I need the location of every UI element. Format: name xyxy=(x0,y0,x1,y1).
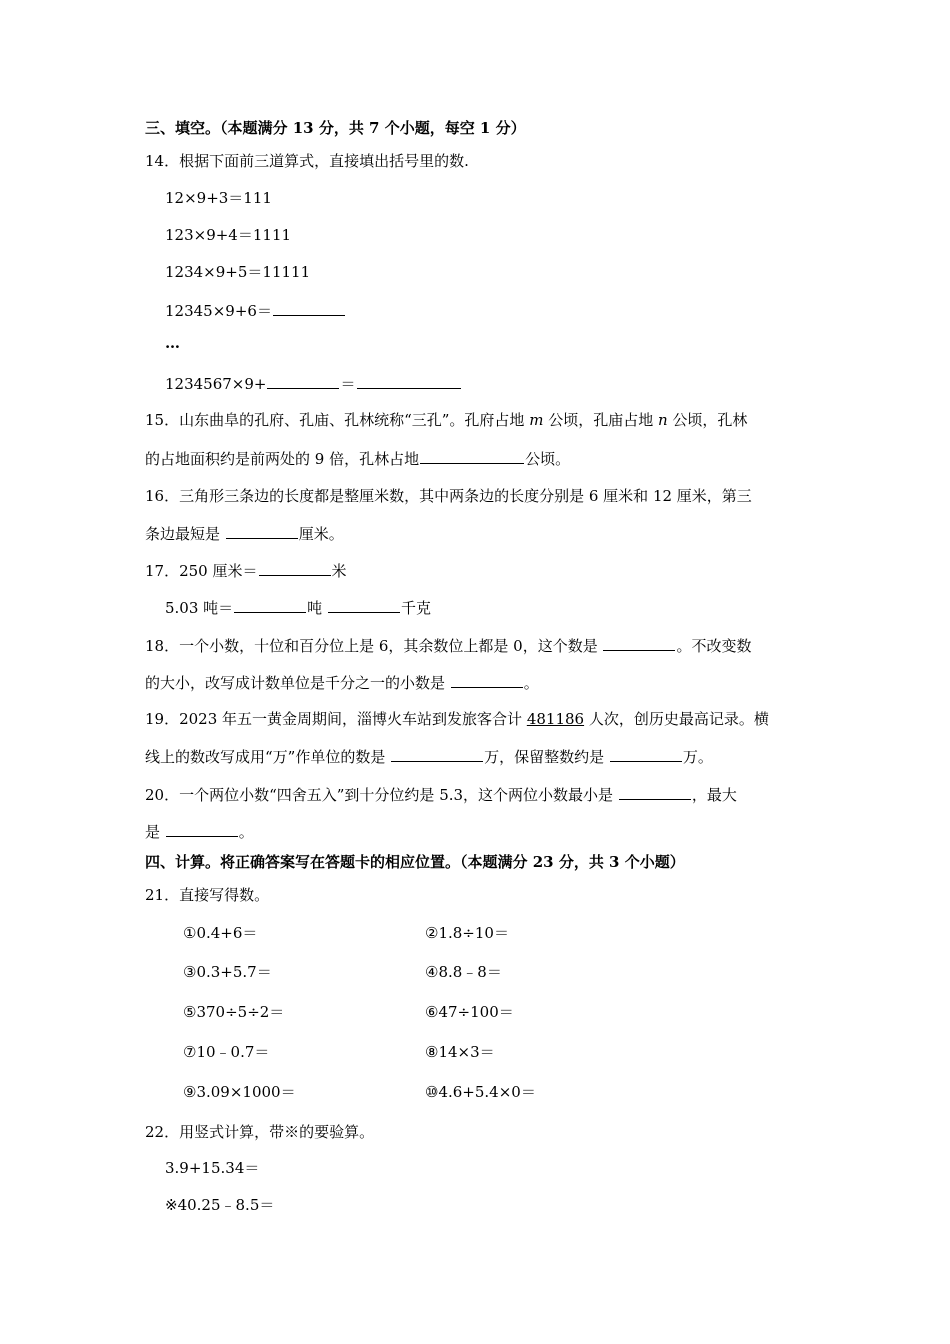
q18-answer-blank-1[interactable] xyxy=(603,635,675,651)
q15-text-a: 15．山东曲阜的孔府、孔庙、孔林统称“三孔”。孔府占地 xyxy=(145,411,530,429)
q18-line-1 xyxy=(145,635,752,656)
q14-answer-blank-3[interactable] xyxy=(357,373,461,389)
q19-line-1 xyxy=(145,709,769,729)
q19-text-e: 万。 xyxy=(682,748,713,766)
q22-item-2: ※40.25﹣8.5＝ xyxy=(165,1196,275,1214)
q14-equation-1: 12×9+3＝111 xyxy=(165,189,272,207)
q17-line-2 xyxy=(165,597,431,618)
q21-item-4: ④8.8﹣8＝ xyxy=(425,963,502,981)
q14-equation-5 xyxy=(165,373,462,394)
q16-line-2 xyxy=(145,523,344,544)
q14-ellipsis: … xyxy=(165,334,180,352)
q15-text-e: 公顷。 xyxy=(525,450,571,468)
q15-line-2 xyxy=(145,448,570,469)
q18-text-c: 的大小，改写成计数单位是千分之一的小数是 xyxy=(145,674,450,692)
q20-text-c: 是 xyxy=(145,823,165,841)
q14-equation-5-equals: ＝ xyxy=(340,375,356,393)
q18-text-a: 18．一个小数，十位和百分位上是 6，其余数位上都是 0，这个数是 xyxy=(145,637,603,655)
q19-text-c: 线上的数改写成用“万”作单位的数是 xyxy=(145,748,391,766)
q21-item-7: ⑦10﹣0.7＝ xyxy=(183,1043,270,1061)
q21-item-6: ⑥47÷100＝ xyxy=(425,1003,514,1021)
q21-item-8: ⑧14×3＝ xyxy=(425,1043,495,1061)
q18-line-2 xyxy=(145,672,539,693)
q19-text-d: 万，保留整数约是 xyxy=(484,748,609,766)
q16-text-b: 厘米。 xyxy=(298,525,344,543)
q18-text-b: 。不改变数 xyxy=(676,637,752,655)
q22-item-1: 3.9+15.34＝ xyxy=(165,1159,260,1177)
q15-var-n: n xyxy=(657,411,668,429)
q19-answer-blank-1[interactable] xyxy=(391,746,483,762)
q17-text-c: 5.03 吨＝ xyxy=(165,599,234,617)
q19-answer-blank-2[interactable] xyxy=(610,746,682,762)
q21-item-5: ⑤370÷5÷2＝ xyxy=(183,1003,285,1021)
q22-stem: 22．用竖式计算，带※的要验算。 xyxy=(145,1123,375,1141)
q21-item-3: ③0.3+5.7＝ xyxy=(183,963,272,981)
section-4-title: 四、计算。将正确答案写在答题卡的相应位置。（本题满分 23 分，共 3 个小题） xyxy=(145,853,685,871)
q19-text-a: 19．2023 年五一黄金周期间，淄博火车站到发旅客合计 xyxy=(145,710,527,728)
q15-var-m: m xyxy=(529,411,544,429)
q15-answer-blank[interactable] xyxy=(420,448,524,464)
q15-text-b: 公顷，孔庙占地 xyxy=(543,411,658,429)
q21-item-2: ②1.8÷10＝ xyxy=(425,924,509,942)
q14-equation-4 xyxy=(165,300,346,321)
q16-answer-blank[interactable] xyxy=(226,523,298,539)
q20-text-b: ，最大 xyxy=(691,786,737,804)
q16-text-a: 条边最短是 xyxy=(145,525,225,543)
q14-equation-3: 1234×9+5＝11111 xyxy=(165,263,311,281)
q17-answer-blank-1[interactable] xyxy=(259,560,331,576)
q21-item-1: ①0.4+6＝ xyxy=(183,924,258,942)
q15-line-1 xyxy=(145,410,747,430)
q14-equation-5-text: 1234567×9+ xyxy=(165,375,267,393)
q21-item-9: ⑨3.09×1000＝ xyxy=(183,1083,296,1101)
section-3-title: 三、填空。（本题满分 13 分，共 7 个小题，每空 1 分） xyxy=(145,119,526,137)
q17-answer-blank-3[interactable] xyxy=(328,597,400,613)
q21-stem: 21．直接写得数。 xyxy=(145,886,270,904)
q20-text-d: 。 xyxy=(238,823,254,841)
q14-answer-blank-2[interactable] xyxy=(267,373,339,389)
q20-text-a: 20．一个两位小数“四舍五入”到十分位约是 5.3，这个两位小数最小是 xyxy=(145,786,618,804)
q18-answer-blank-2[interactable] xyxy=(451,672,523,688)
q17-text-a: 17．250 厘米＝ xyxy=(145,562,258,580)
q15-text-c: 公顷，孔林 xyxy=(667,411,748,429)
q19-text-b: 人次，创历史最高记录。横 xyxy=(584,710,769,728)
q20-line-2 xyxy=(145,821,254,842)
q14-equation-4-text: 12345×9+6＝ xyxy=(165,302,272,320)
q21-item-10: ⑩4.6+5.4×0＝ xyxy=(425,1083,536,1101)
q20-line-1 xyxy=(145,784,737,805)
q14-stem: 14．根据下面前三道算式，直接填出括号里的数. xyxy=(145,152,469,170)
q17-text-b: 米 xyxy=(331,562,347,580)
q19-underlined-number: 481186 xyxy=(526,710,585,728)
q17-text-e: 千克 xyxy=(400,599,431,617)
q15-text-d: 的占地面积约是前两处的 9 倍，孔林占地 xyxy=(145,450,420,468)
q17-line-1 xyxy=(145,560,347,581)
q14-equation-2: 123×9+4＝1111 xyxy=(165,226,292,244)
q20-answer-blank-1[interactable] xyxy=(619,784,691,800)
q14-answer-blank-1[interactable] xyxy=(273,300,345,316)
q17-text-d: 吨 xyxy=(307,599,327,617)
q17-answer-blank-2[interactable] xyxy=(234,597,306,613)
q19-line-2 xyxy=(145,746,713,767)
q16-line-1: 16．三角形三条边的长度都是整厘米数，其中两条边的长度分别是 6 厘米和 12 厘米，第三 xyxy=(145,487,752,505)
q18-text-d: 。 xyxy=(523,674,539,692)
q20-answer-blank-2[interactable] xyxy=(166,821,238,837)
